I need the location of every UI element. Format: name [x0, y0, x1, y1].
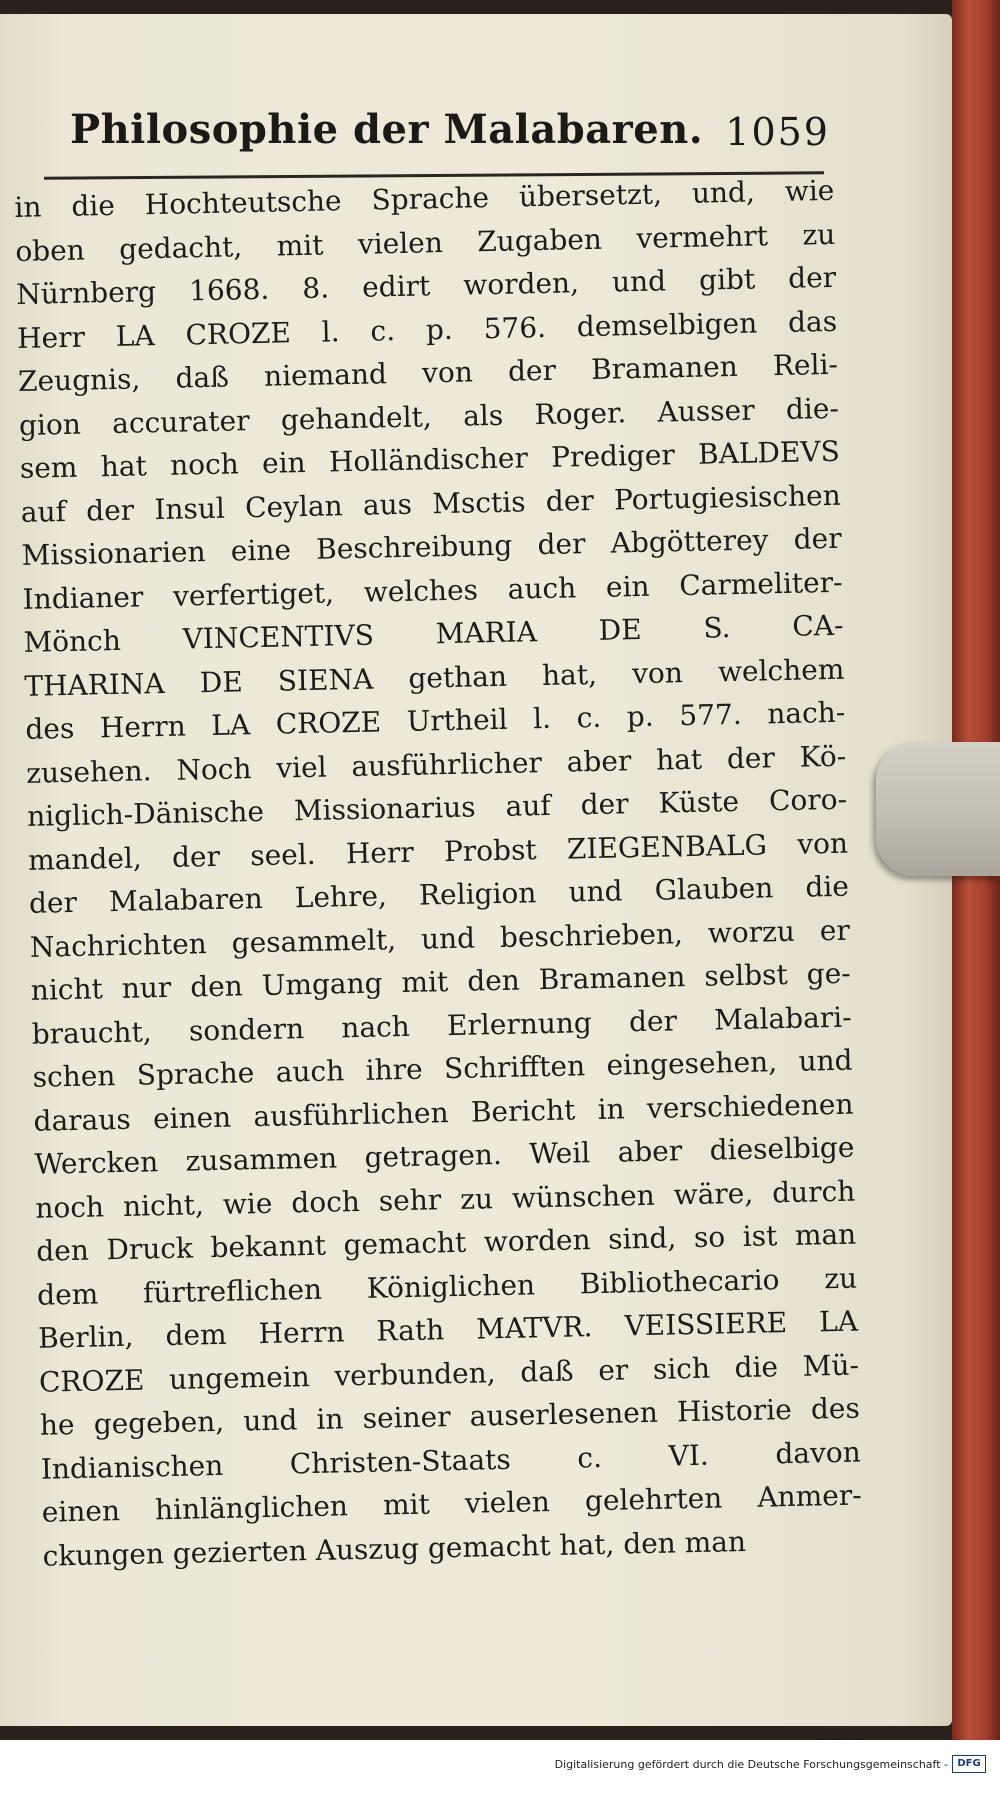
bookmark-tab [876, 742, 1000, 876]
text-line: schen Sprache auch ihre Schrifften eingesehen, und [32, 1043, 853, 1094]
body-text [14, 169, 863, 1578]
text-line: einen hinlänglichen mit vielen gelehrten Anmer- [41, 1478, 862, 1529]
text-line: in die Hochteutsche Sprache übersetzt, und, wie [14, 173, 835, 224]
running-title: Philosophie der Malabaren. [70, 106, 704, 153]
book-page [0, 14, 952, 1726]
text-line: der Malabaren Lehre, Religion und Glauben die [28, 869, 850, 920]
funding-credit: Digitalisierung gefördert durch die Deutsche Forschungsgemeinschaft - [554, 1758, 948, 1771]
text-line: des Herrn LA CROZE Urtheil l. c. p. 577. nach- [25, 695, 846, 746]
dfg-logo-icon: DFG [952, 1755, 986, 1773]
text-line: THARINA DE SIENA gethan hat, von welchem [24, 652, 845, 703]
text-line: Berlin, dem Herrn Rath MATVR. VEISSIERE LA [37, 1304, 859, 1355]
text-line: Zeugnis, daß niemand von der Bramanen Reli- [17, 347, 839, 398]
text-line: Nürnberg 1668. 8. edirt worden, und gibt der [15, 260, 837, 311]
text-line: Mönch VINCENTIVS MARIA DE S. CA- [23, 608, 844, 659]
text-line: niglich-Dänische Missionarius auf der Küste Coro- [26, 782, 848, 833]
text-line: mandel, der seel. Herr Probst ZIEGENBALG von [27, 826, 849, 877]
text-line: braucht, sondern nach Erlernung der Malabari- [31, 1000, 852, 1051]
text-line: auf der Insul Ceylan aus Msctis der Portugiesischen [20, 478, 841, 529]
text-line: Indianischen Christen-Staats c. VI. davon [40, 1435, 862, 1486]
text-line: daraus einen ausführlichen Bericht in verschiedenen [33, 1087, 854, 1138]
text-line: Missionarien eine Beschreibung der Abgötterey der [21, 521, 842, 572]
text-line: ckungen gezierten Auszug gemacht hat, den man [42, 1524, 747, 1573]
text-line: CROZE ungemein verbunden, daß er sich die Mü- [38, 1348, 860, 1399]
running-head [70, 106, 830, 168]
text-line: zusehen. Noch viel ausführlicher aber hat der Kö- [25, 739, 847, 790]
text-line: Indianer verfertiget, welches auch ein Carmeliter- [22, 565, 843, 616]
text-line: noch nicht, wie doch sehr zu wünschen wäre, durch [35, 1174, 856, 1225]
text-line: sem hat noch ein Holländischer Prediger BALDEVS [19, 434, 841, 485]
credit-bar [0, 1740, 1000, 1801]
text-line: Nachrichten gesammelt, und beschrieben, worzu er [29, 913, 851, 964]
text-line: Wercken zusammen getragen. Weil aber dieselbige [34, 1130, 855, 1181]
text-line: den Druck bekannt gemacht worden sind, so ist man [35, 1217, 857, 1268]
text-line: he gegeben, und in seiner auserlesenen Historie des [39, 1391, 861, 1442]
text-line: Herr LA CROZE l. c. p. 576. demselbigen das [16, 304, 838, 355]
text-line: gion accurater gehandelt, als Roger. Ausser die- [18, 391, 840, 442]
page-number: 1059 [725, 110, 830, 154]
text-line: dem fürtreflichen Königlichen Bibliothecario zu [36, 1261, 858, 1312]
text-line: oben gedacht, mit vielen Zugaben vermehrt zu [15, 217, 836, 268]
text-line: nicht nur den Umgang mit den Bramanen selbst ge- [30, 956, 852, 1007]
